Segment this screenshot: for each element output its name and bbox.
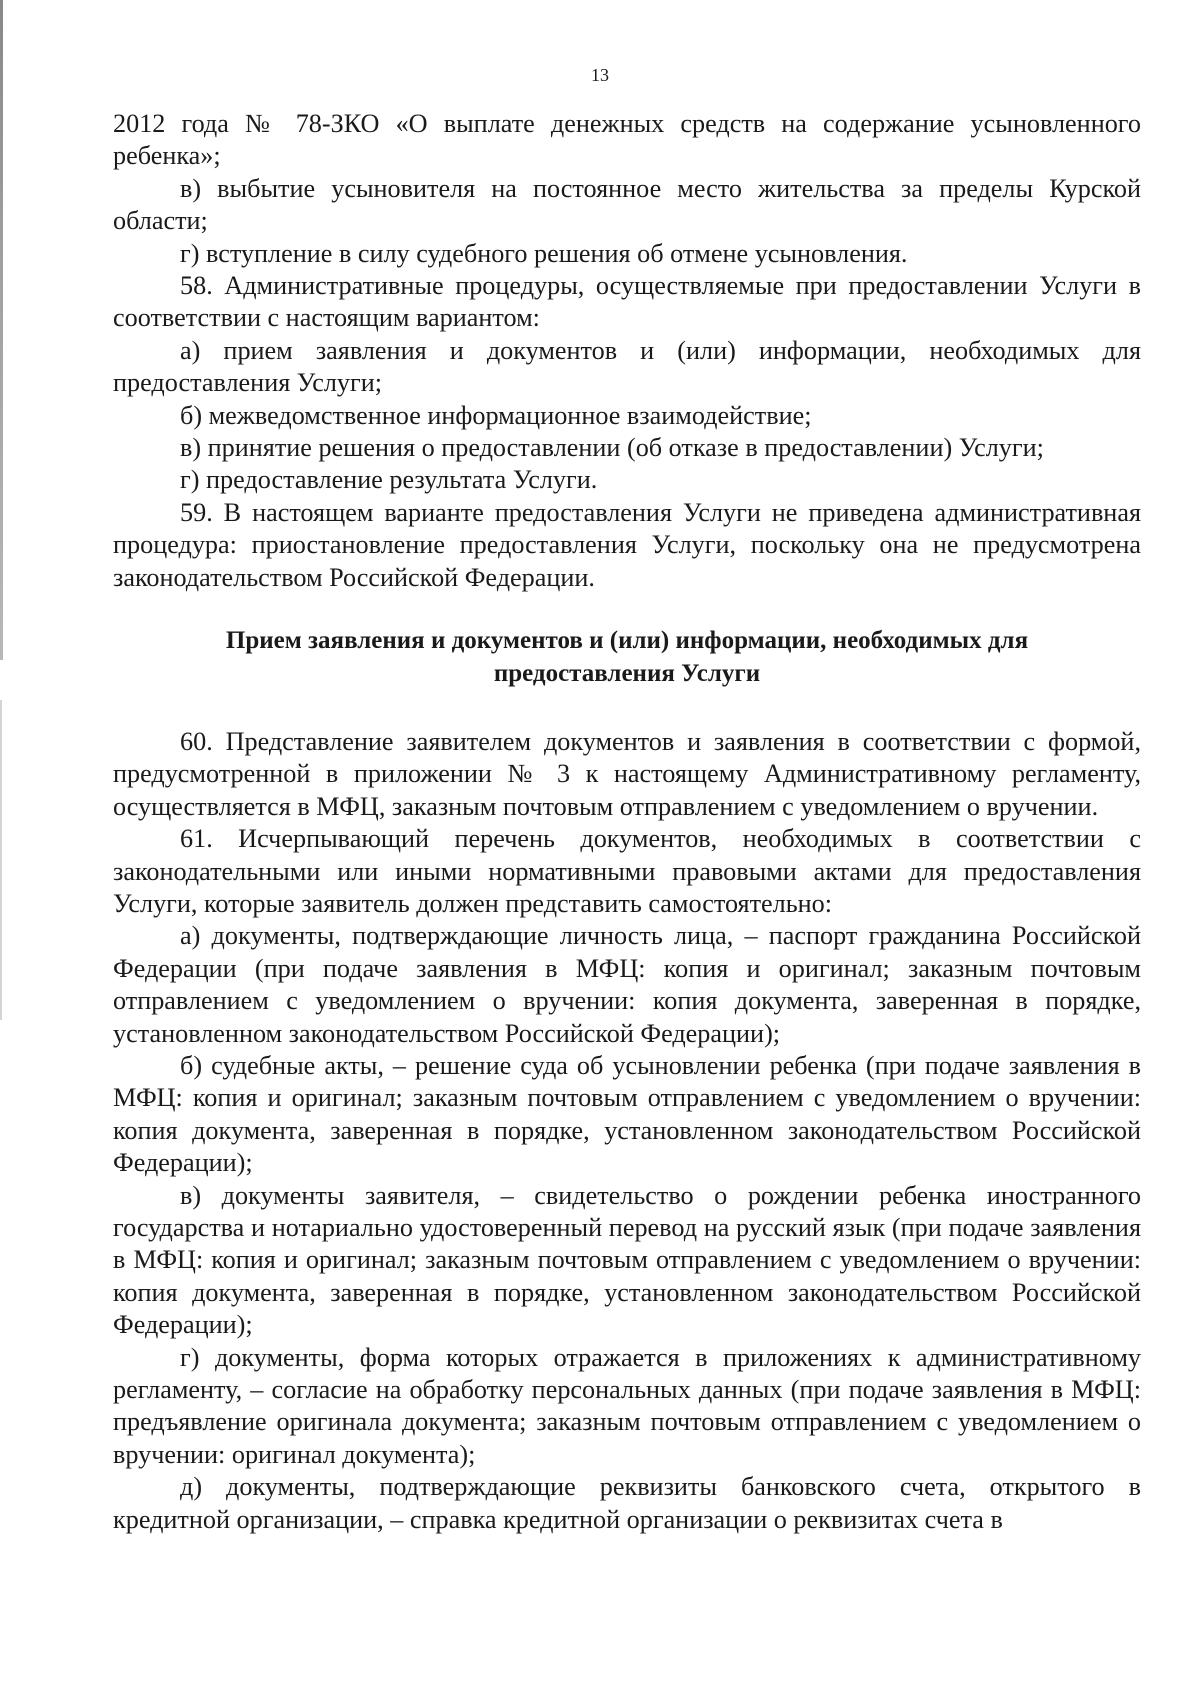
paragraph: б) межведомственное информационное взаимодействие; xyxy=(180,400,812,430)
document-body xyxy=(113,108,1141,1536)
scan-edge-shadow xyxy=(0,0,3,660)
paragraph: 61. Исчерпывающий перечень документов, необходимых в соответствии с законодательными или иными нормативными правовыми актами для предоставления Услуги, которые заявитель должен представить самостоятельно: xyxy=(113,824,1141,918)
paragraph: д) документы, подтверждающие реквизиты банковского счета, открытого в кредитной организации, – справка кредитной организации о реквизитах счета в xyxy=(113,1472,1141,1534)
paragraph: в) выбытие усыновителя на постоянное место жительства за пределы Курской области; xyxy=(113,173,1141,236)
paragraph: г) документы, форма которых отражается в приложениях к административному регламенту, – согласие на обработку персональных данных (при подаче заявления в МФЦ: предъявление оригинала документа; заказным почтовым отправлением с уведомлением о вручении: оригинал документа); xyxy=(113,1342,1141,1469)
paragraph: в) документы заявителя, – свидетельство о рождении ребенка иностранного государства и нотариально удостоверенный перевод на русский язык (при подаче заявления в МФЦ: копия и оригинал; заказным почтовым отправлением с уведомлением о вручении: копия документа, заверенная в порядке, установленном законодательством Российской Федерации); xyxy=(113,1180,1141,1340)
paragraph: а) документы, подтверждающие личность лица, – паспорт гражданина Российской Федерации (при подаче заявления в МФЦ: копия и оригинал; заказным почтовым отправлением с уведомлением о вручении: копия документа, заверенная в порядке, установленном законодательством Российской Федерации); xyxy=(113,921,1141,1048)
paragraph: г) предоставление результата Услуги. xyxy=(180,465,598,495)
paragraph: б) судебные акты, – решение суда об усыновлении ребенка (при подаче заявления в МФЦ: копия и оригинал; заказным почтовым отправлением с уведомлением о вручении: копия документа, заверенная в порядке, установленном законодательством Российской Федерации); xyxy=(113,1050,1141,1178)
paragraph: г) вступление в силу судебного решения об отмене усыновления. xyxy=(180,238,908,268)
section-heading-line-2: предоставления Услуги xyxy=(493,659,761,687)
paragraphs-after-heading xyxy=(113,726,1141,1536)
paragraph: в) принятие решения о предоставлении (об отказе в предоставлении) Услуги; xyxy=(180,433,1044,463)
section-heading xyxy=(113,625,1141,690)
page-number: 13 xyxy=(591,65,609,85)
section-heading-line-1: Прием заявления и документов и (или) информации, необходимых для xyxy=(225,627,1029,655)
paragraphs-before-heading xyxy=(113,108,1141,594)
paragraph: а) прием заявления и документов и (или) информации, необходимых для предоставления Услуги; xyxy=(113,335,1141,398)
scan-edge-shadow-lower xyxy=(0,700,2,1020)
paragraph: 60. Представление заявителем документов и заявления в соответствии с формой, предусмотренной в приложении № 3 к настоящему Административному регламенту, осуществляется в МФЦ, заказным почтовым отправлением с уведомлением о вручении. xyxy=(113,726,1141,821)
paragraph: 59. В настоящем варианте предоставления Услуги не приведена административная процедура: приостановление предоставления Услуги, поскольку она не предусмотрена законодательством Российской Федерации. xyxy=(113,497,1141,592)
paragraph: 2012 года № 78-ЗКО «О выплате денежных средств на содержание усыновленного ребенка»; xyxy=(113,109,1141,171)
paragraph: 58. Административные процедуры, осуществляемые при предоставлении Услуги в соответствии с настоящим вариантом: xyxy=(113,271,1141,333)
